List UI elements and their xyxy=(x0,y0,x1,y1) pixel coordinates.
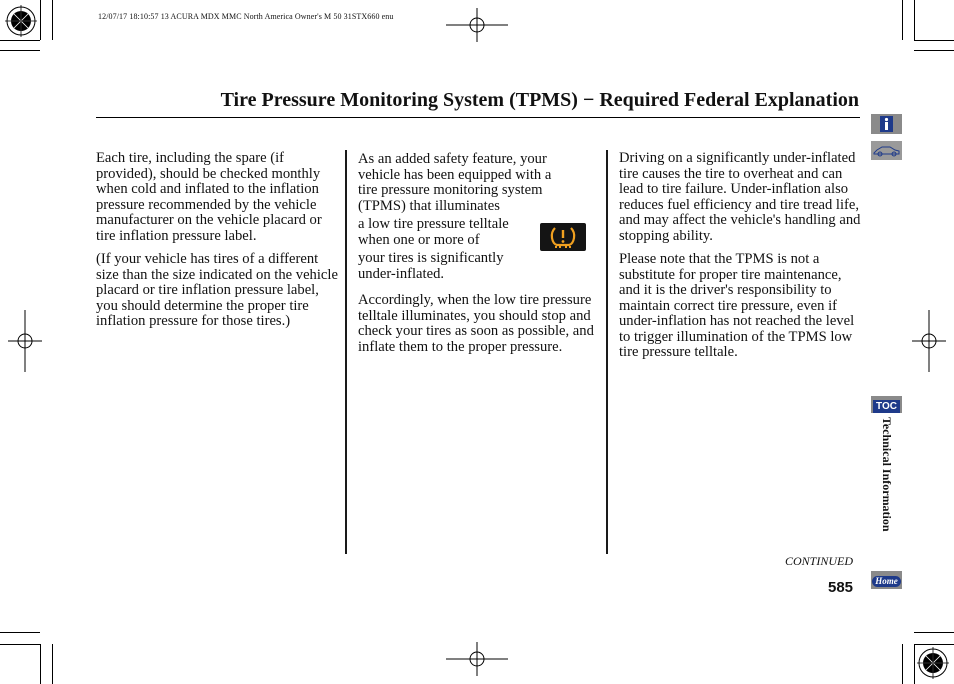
crosshair-mark-right xyxy=(912,310,946,372)
crosshair-mark-bottom xyxy=(446,642,508,676)
low-tire-pressure-icon xyxy=(540,223,586,251)
column-divider xyxy=(606,150,608,554)
home-button[interactable] xyxy=(871,571,902,589)
paragraph: Please note that the TPMS is not a substitute for proper tire maintenance, and it is the driver's responsibility to maintain correct tire pressure, even if under-inflation has not reached the level to trigger illumination of the TPMS low tire pressure telltale. xyxy=(619,251,855,360)
toc-label: TOC xyxy=(873,400,900,413)
page-title: Tire Pressure Monitoring System (TPMS) − Required Federal Explanation xyxy=(220,89,859,111)
continued-label: CONTINUED xyxy=(785,554,854,568)
paragraph: As an added safety feature, your vehicle has been equipped with a tire pressure monitoring system (TPMS) that illuminates xyxy=(358,151,552,214)
paragraph: Each tire, including the spare (if provided), should be checked monthly when cold and inflated to the inflation pressure recommended by the vehicle manufacturer on the vehicle placard or tire inflation pressure label. xyxy=(96,150,322,244)
paragraph: your tires is significantly under-inflated. xyxy=(358,250,504,282)
registration-mark-bottom-right xyxy=(917,647,949,679)
crosshair-mark-top xyxy=(446,8,508,42)
car-icon xyxy=(871,141,902,160)
column-left xyxy=(96,151,341,338)
column-middle xyxy=(358,152,594,363)
crosshair-mark-left xyxy=(8,310,42,372)
title-rule xyxy=(96,117,860,118)
info-icon xyxy=(871,114,902,134)
paragraph: Accordingly, when the low tire pressure telltale illuminates, you should stop and check your tires as soon as possible, and inflate them to the proper pressure. xyxy=(358,292,594,355)
info-tab[interactable] xyxy=(871,114,902,134)
print-info: 12/07/17 18:10:57 13 ACURA MDX MMC North America Owner's M 50 31STX660 enu xyxy=(98,12,394,21)
vehicle-tab[interactable] xyxy=(871,141,902,160)
toc-button[interactable] xyxy=(871,396,902,413)
column-right xyxy=(619,151,861,369)
column-divider xyxy=(345,150,347,554)
paragraph: (If your vehicle has tires of a different size than the size indicated on the vehicle placard or tire inflation pressure label, you should determine the proper tire inflation pressure for those tires.) xyxy=(96,251,338,329)
page-number: 585 xyxy=(828,579,854,596)
section-label: Technical Information xyxy=(880,417,894,532)
home-label: Home xyxy=(872,576,901,587)
paragraph-telltale: a low tire pressure telltale when one or more of xyxy=(358,216,509,248)
registration-mark-top-left xyxy=(5,5,37,37)
paragraph: Driving on a significantly under-inflated tire causes the tire to overheat and can lead to tire failure. Under-inflation also reduces fuel efficiency and tire tread life, and may affect the vehicle's handling and stopping ability. xyxy=(619,150,861,244)
